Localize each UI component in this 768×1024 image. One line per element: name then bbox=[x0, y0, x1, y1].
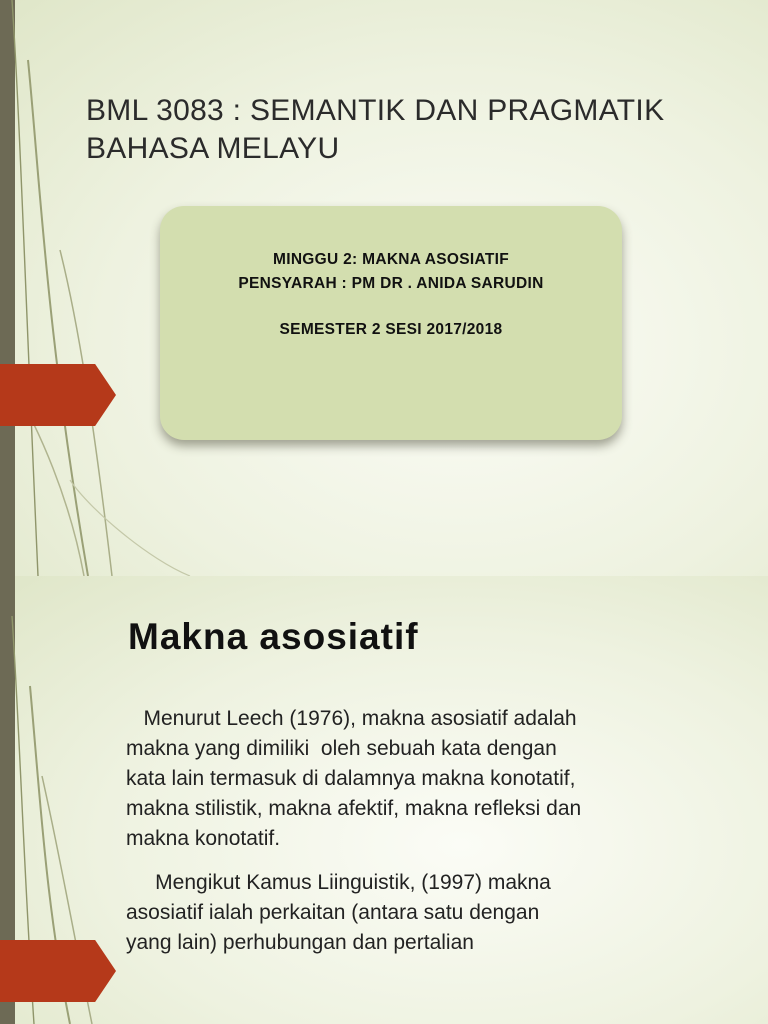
paragraph-line: makna stilistik, makna afektif, makna refleksi dan bbox=[126, 797, 582, 820]
paragraph-line: makna konotatif. bbox=[126, 827, 281, 850]
paragraph-line: asosiatif ialah perkaitan (antara satu dengan bbox=[126, 901, 540, 924]
paragraph-line: Mengikut Kamus Liinguistik, (1997) makna bbox=[126, 871, 551, 894]
title-line-2: BAHASA MELAYU bbox=[86, 132, 340, 165]
arrow-tab-marker bbox=[0, 940, 116, 1002]
semester-session: SEMESTER 2 SESI 2017/2018 bbox=[279, 321, 503, 338]
lecturer-name: PENSYARAH : PM DR . ANIDA SARUDIN bbox=[238, 275, 544, 292]
slide-title-heading bbox=[86, 92, 746, 168]
title-line-1: BML 3083 : SEMANTIK DAN PRAGMATIK bbox=[86, 94, 665, 127]
course-info-box bbox=[160, 206, 622, 440]
paragraph-line: yang lain) perhubungan dan pertalian bbox=[126, 931, 474, 954]
section-heading: Makna asosiatif bbox=[128, 616, 419, 657]
paragraph-line: Menurut Leech (1976), makna asosiatif adalah bbox=[126, 707, 577, 730]
paragraph-kamus bbox=[126, 868, 738, 958]
paragraph-leech bbox=[126, 704, 738, 854]
paragraph-line: makna yang dimiliki oleh sebuah kata dengan bbox=[126, 737, 557, 760]
slide-content bbox=[0, 576, 768, 1024]
week-topic: MINGGU 2: MAKNA ASOSIATIF bbox=[273, 251, 509, 268]
arrow-tab-marker bbox=[0, 364, 116, 426]
paragraph-line: kata lain termasuk di dalamnya makna konotatif, bbox=[126, 767, 576, 790]
